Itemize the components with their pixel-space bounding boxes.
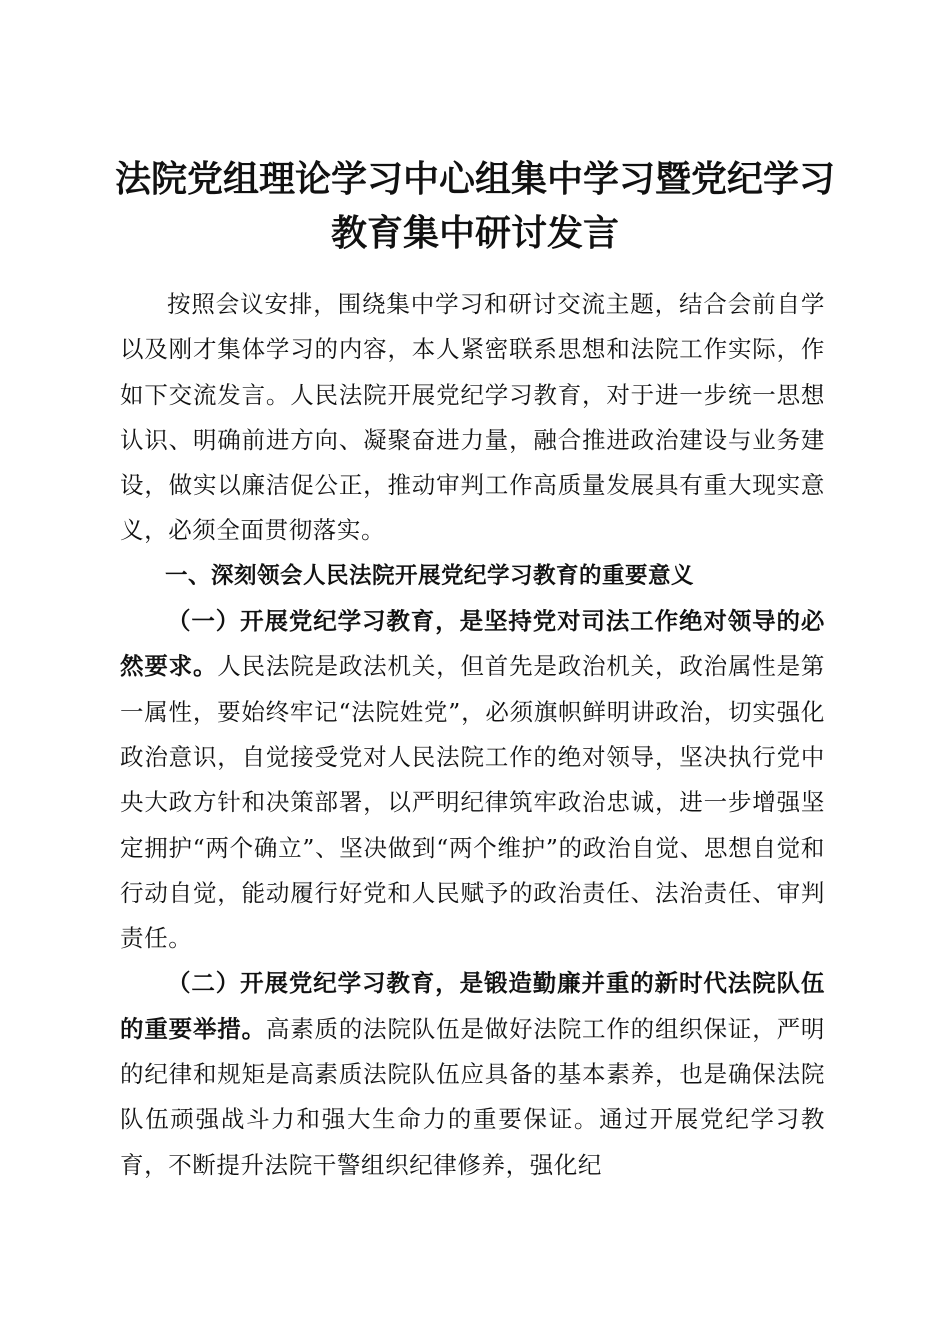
item-1-text: 人民法院是政法机关，但首先是政治机关，政治属性是第一属性，要始终牢记“法院姓党”，必须旗帜鲜明讲政治，切实强化政治意识，自觉接受党对人民法院工作的绝对领导，坚决执行党中央大政方针和决策部署，以严明纪律筑牢政治忠诚，进一步增强坚定拥护“两个确立”、坚决做到“两个维护”的政治自觉、思想自觉和行动自觉，能动履行好党和人民赋予的政治责任、法治责任、审判责任。 (120, 652, 826, 953)
item-1-paragraph (120, 599, 825, 961)
section-heading-1: 一、深刻领会人民法院开展党纪学习教育的重要意义 (165, 562, 695, 589)
document-title (100, 152, 850, 260)
title-line-2: 教育集中研讨发言 (330, 212, 619, 255)
document-body (120, 282, 825, 1188)
item-1-lead: （一）开展党纪学习教育，是坚持党对司法工作绝对领导的必然要求。 (120, 607, 825, 681)
item-2-paragraph (120, 961, 825, 1187)
intro-paragraph: 按照会议安排，围绕集中学习和研讨交流主题，结合会前自学以及刚才集体学习的内容，本人紧密联系思想和法院工作实际，作如下交流发言。人民法院开展党纪学习教育，对于进一步统一思想认识、明确前进方向、凝聚奋进力量，融合推进政治建设与业务建设，做实以廉洁促公正，推动审判工作高质量发展具有重大现实意义，必须全面贯彻落实。 (120, 290, 825, 545)
title-line-1: 法院党组理论学习中心组集中学习暨党纪学习 (114, 158, 835, 201)
item-2-lead: （二）开展党纪学习教育，是锻造勤廉并重的新时代法院队伍的重要举措。 (120, 969, 825, 1043)
item-2-text: 高素质的法院队伍是做好法院工作的组织保证，严明的纪律和规矩是高素质法院队伍应具备的基本素养，也是确保法院队伍顽强战斗力和强大生命力的重要保证。通过开展党纪学习教育，不断提升法院干警组织纪律修养，强化纪 (120, 1014, 825, 1179)
